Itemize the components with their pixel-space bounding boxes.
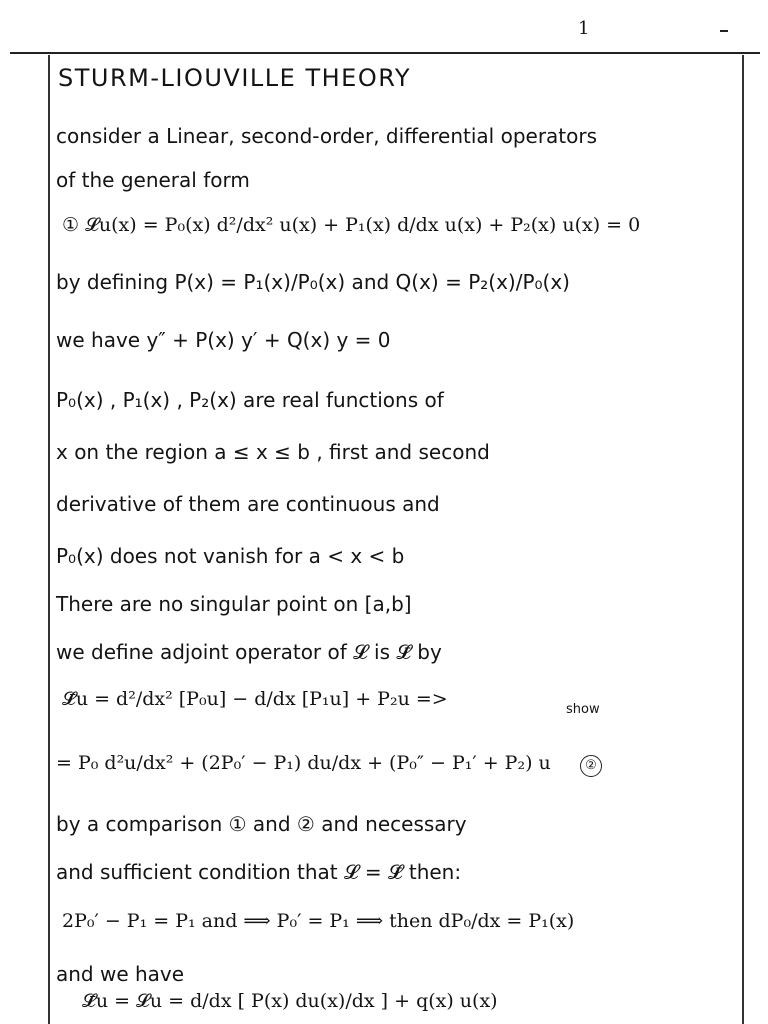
text-line: P₀(x) , P₁(x) , P₂(x) are real functions of	[56, 388, 444, 412]
text-line: and we have	[56, 962, 185, 986]
circled-number: ②	[580, 755, 602, 777]
equation-5: 𝓛̄u = 𝓛u = d/dx [ P(x) du(x)/dx ] + q(x) u(x)	[82, 990, 498, 1012]
text-line: we have y″ + P(x) y′ + Q(x) y = 0	[56, 328, 391, 352]
text-line: P₀(x) does not vanish for a < x < b	[56, 544, 405, 568]
equation-1: ① 𝓛u(x) = P₀(x) d²/dx² u(x) + P₁(x) d/dx u(x) + P₂(x) u(x) = 0	[62, 214, 641, 236]
right-margin-rule	[742, 55, 744, 1024]
margin-mark	[720, 30, 728, 32]
text-line: of the general form	[56, 168, 250, 192]
text-line: and sufficient condition that 𝓛 = 𝓛̄ then:	[56, 860, 462, 884]
equation-3: = P₀ d²u/dx² + (2P₀′ − P₁) du/dx + (P₀″ − P₁′ + P₂) u	[56, 752, 551, 774]
equation-4: 2P₀′ − P₁ = P₁ and ⟹ P₀′ = P₁ ⟹ then dP₀/dx = P₁(x)	[62, 910, 575, 932]
text-line: consider a Linear, second-order, differential operators	[56, 124, 598, 148]
page-title: STURM-LIOUVILLE THEORY	[58, 64, 412, 92]
top-rule	[10, 52, 760, 54]
margin-note: show	[566, 702, 600, 717]
text-line: There are no singular point on [a,b]	[56, 592, 412, 616]
text-line: by a comparison ① and ② and necessary	[56, 812, 467, 836]
page-number: 1	[578, 18, 590, 39]
text-line: by defining P(x) = P₁(x)/P₀(x) and Q(x) = P₂(x)/P₀(x)	[56, 270, 570, 294]
equation-2: 𝓛̄u = d²/dx² [P₀u] − d/dx [P₁u] + P₂u =>	[62, 688, 448, 710]
text-line: derivative of them are continuous and	[56, 492, 440, 516]
text-line: x on the region a ≤ x ≤ b , first and second	[56, 440, 490, 464]
text-line: we define adjoint operator of 𝓛 is 𝓛̄ by	[56, 640, 442, 664]
left-margin-rule	[48, 55, 50, 1024]
equation-2-marker	[580, 752, 602, 777]
